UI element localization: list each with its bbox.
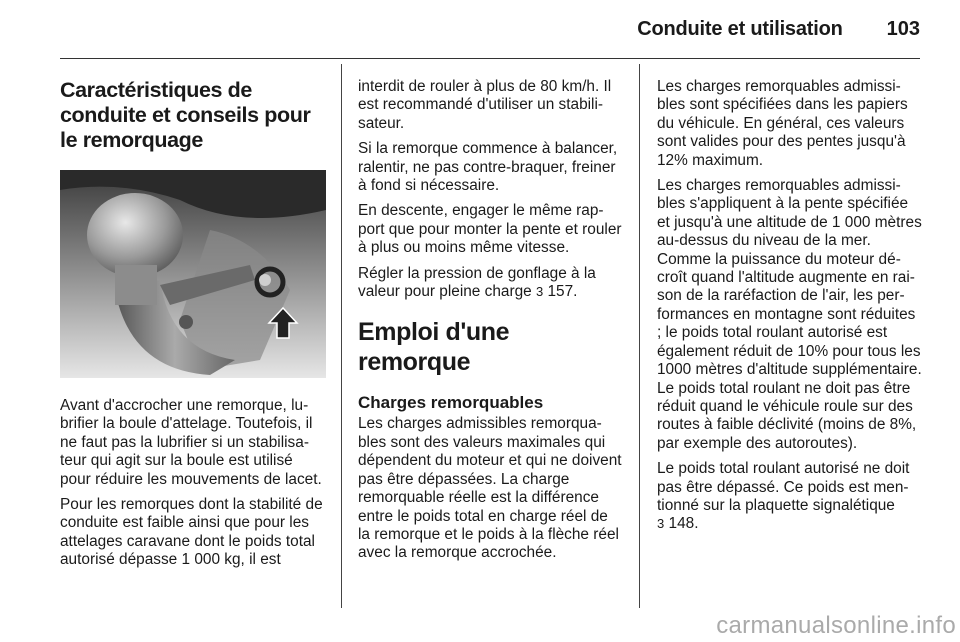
paragraph-with-ref: Régler la pression de gonflage à la valeur pour pleine charge 3 157. xyxy=(358,264,596,301)
column-divider-1 xyxy=(341,64,342,608)
paragraph: Avant d'accrocher une remorque, lubrifier la boule d'attelage. Toutefois, il ne faut pas la lubrifier si un stabilisateur qui agit sur la boule est utilisé pour réduire les mouvements de lacet. xyxy=(60,397,322,488)
paragraph: interdit de rouler à plus de 80 km/h. Il est recommandé d'utiliser un stabilisateur. xyxy=(358,78,612,132)
section-title-towing-tips: Caractéristiques de conduite et conseils pour le remorquage xyxy=(60,78,311,152)
section-title-trailer-use: Emploi d'une remorque xyxy=(358,318,510,377)
page-number: 103 xyxy=(886,18,920,40)
reference-arrow-icon: 3 xyxy=(657,516,665,532)
column-1 xyxy=(60,78,326,577)
paragraph: En descente, engager le même rapport que pour monter la pente et rouler à plus ou moins même vitesse. xyxy=(358,202,622,257)
subsection-title-towing-loads: Charges remorquables xyxy=(358,393,544,413)
paragraph-with-ref: Le poids total roulant autorisé ne doit pas être dépassé. Ce poids est mentionné sur la plaquette signalétique 3 148. xyxy=(657,460,910,533)
reference-arrow-icon: 3 xyxy=(535,284,544,300)
header-title: Conduite et utilisation xyxy=(637,18,843,40)
column-3 xyxy=(657,78,923,541)
column-2 xyxy=(358,78,624,570)
paragraph: Les charges remorquables admissibles s'appliquent à la pente spécifiée et jusqu'à une altitude de 1 000 mètres au-dessus du niveau de la mer. Comme la puissance du moteur décroît quand l'altitude augmente en raison de la raréfaction de l'air, les performances en montagne sont réduites ; le poids total roulant autorisé est également réduit de 10% pour tous les 1000 mètres d'altitude supplémentaire. Le poids total roulant ne doit pas être réduit quand le véhicule roule sur des routes à faible déclivité (moins de 8%, par exemple des autoroutes). xyxy=(657,177,922,452)
column-divider-2 xyxy=(639,64,640,608)
paragraph: Les charges admissibles remorquables sont des valeurs maximales qui dépendent du moteur et qui ne doivent pas être dépassées. La charge remorquable réelle est la différence entre le poids total en charge réel de la remorque et le poids à la flèche réel avec la remorque accrochée. xyxy=(358,415,622,562)
paragraph: Les charges remorquables admissibles sont spécifiées dans les papiers du véhicule. En général, ces valeurs sont valides pour des pentes jusqu'à 12% maximum. xyxy=(657,78,908,169)
header-rule xyxy=(60,58,920,59)
page-reference: 148. xyxy=(668,515,699,533)
page-reference: 157. xyxy=(547,283,578,301)
towbar-illustration xyxy=(60,170,326,378)
paragraph: Pour les remorques dont la stabilité de conduite est faible ainsi que pour les attelages caravane dont le poids total autorisé dépasse 1 000 kg, il est xyxy=(60,496,323,569)
watermark: carmanualsonline.info xyxy=(716,612,956,639)
page-header xyxy=(637,18,920,48)
paragraph: Si la remorque commence à balancer, ralentir, ne pas contre-braquer, freiner à fond si nécessaire. xyxy=(358,140,618,195)
